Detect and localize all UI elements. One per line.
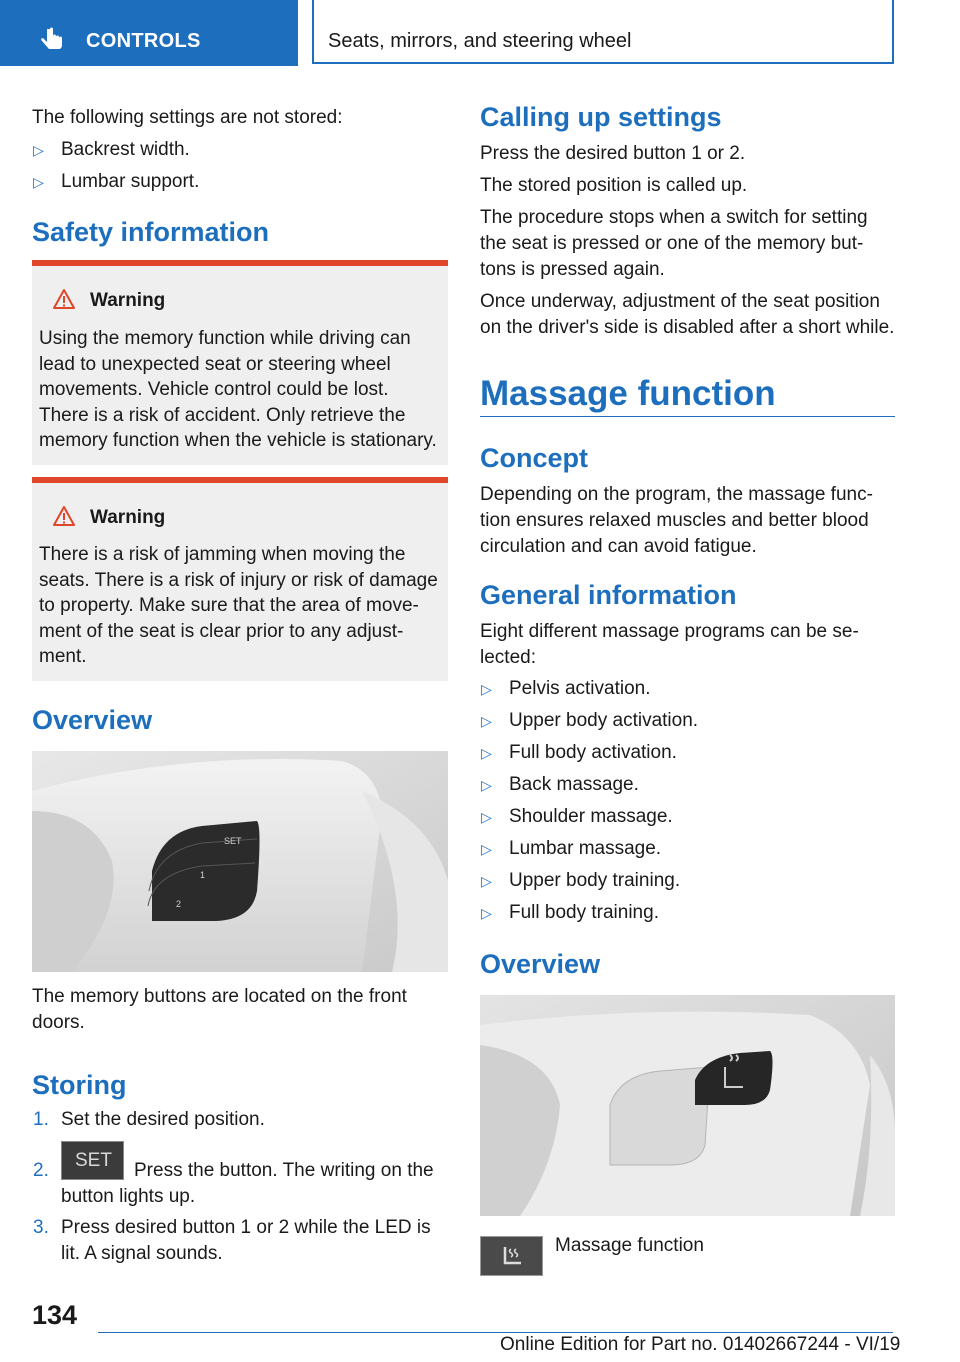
warning-text: Using the memory function while driving can lead to unexpected seat or steering wheel movements. Vehicle control could be lost. There is a risk of accident. Only retrieve the memory function when the vehicle is stationary.	[39, 328, 437, 451]
heading-rule	[480, 416, 895, 417]
memory-buttons-photo	[32, 751, 448, 972]
massage-function-label: Massage function	[555, 1235, 704, 1256]
calling-text: Press the desired button 1 or 2. The stored position is called up. The procedure stops when a switch for setting the seat is pressed or one of the memory but- tons is pressed again. Once underway, adjustment of the seat position on the driver's side is disabled after a short while.	[480, 143, 895, 338]
triangle-bullet-icon: ▷	[481, 905, 492, 921]
section-tab	[0, 0, 298, 66]
hand-pointer-icon	[38, 26, 66, 54]
overview-heading: Overview	[32, 705, 153, 735]
page-number: 134	[32, 1300, 78, 1330]
warning-triangle-icon	[52, 505, 76, 527]
triangle-bullet-icon: ▷	[481, 809, 492, 825]
set-button-image: SET	[61, 1141, 124, 1180]
triangle-bullet-icon: ▷	[481, 745, 492, 761]
triangle-bullet-icon: ▷	[481, 841, 492, 857]
concept-text: Depending on the program, the massage func- tion ensures relaxed muscles and better blood circulation and can avoid fatigue.	[480, 484, 873, 557]
warning-box: Warning There is a risk of jamming when moving the seats. There is a risk of injury or risk of damage to property. Make sure that the area of move- ment of the seat is clear prior to any adjust- ment.	[32, 477, 448, 681]
edition-text: Online Edition for Part no. 01402667244 - VI/19	[500, 1334, 901, 1355]
concept-heading: Concept	[480, 443, 588, 473]
not-stored-intro: The following settings are not stored:	[32, 107, 343, 128]
seat-massage-icon	[480, 1236, 543, 1276]
warning-text: There is a risk of jamming when moving the seats. There is a risk of injury or risk of damage to property. Make sure that the area of move- ment of the seat is clear prior to any adjust- ment.	[39, 544, 438, 667]
general-heading: General information	[480, 580, 737, 610]
chapter-title: Seats, mirrors, and steering wheel	[328, 30, 632, 52]
triangle-bullet-icon: ▷	[481, 713, 492, 729]
section-title: CONTROLS	[86, 30, 201, 52]
overview-heading-right: Overview	[480, 949, 601, 979]
step-text: button lights up.	[61, 1186, 196, 1207]
triangle-bullet-icon: ▷	[481, 777, 492, 793]
calling-heading: Calling up settings	[480, 102, 722, 132]
warning-box: Warning Using the memory function while driving can lead to unexpected seat or steering wheel movements. Vehicle control could be lost. There is a risk of accident. Only retrieve the memory function when the vehicle is stationary.	[32, 260, 448, 465]
warning-triangle-icon	[52, 288, 76, 310]
triangle-bullet-icon: ▷	[33, 174, 44, 190]
general-text: Eight different massage programs can be se- lected:	[480, 621, 859, 668]
triangle-bullet-icon: ▷	[481, 873, 492, 889]
photo-caption: The memory buttons are located on the front doors.	[32, 986, 407, 1033]
footer-rule	[98, 1332, 893, 1333]
storing-heading: Storing	[32, 1070, 127, 1100]
massage-switch-photo	[480, 995, 895, 1216]
step-text: Press the button. The writing on the	[134, 1160, 434, 1181]
triangle-bullet-icon: ▷	[481, 681, 492, 697]
set-button-label: SET	[224, 836, 242, 846]
button-2-label: 2	[176, 899, 182, 909]
step-text: lit. A signal sounds.	[61, 1243, 223, 1264]
massage-heading: Massage function	[480, 374, 776, 413]
chapter-tab	[312, 0, 894, 64]
safety-heading: Safety information	[32, 217, 270, 247]
triangle-bullet-icon: ▷	[33, 142, 44, 158]
button-1-label: 1	[200, 870, 206, 880]
